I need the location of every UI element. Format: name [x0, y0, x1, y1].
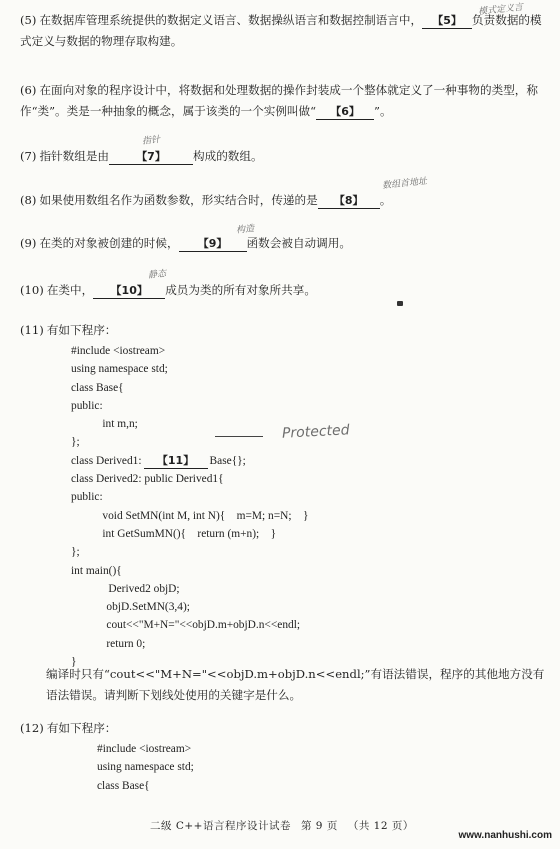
- question-text: 在类的对象被创建的时候，: [39, 236, 179, 250]
- question-text: 构成的数组。: [193, 149, 263, 163]
- code-line: return 0;: [95, 637, 146, 650]
- page-number: 第 9 页: [300, 820, 338, 832]
- answer-blank-7[interactable]: 【7】: [109, 150, 193, 165]
- handwritten-answer-9: 构造: [235, 224, 255, 236]
- code-line: class Base{: [71, 381, 124, 394]
- question-8: [20, 190, 546, 211]
- code-line: int main(){: [71, 564, 122, 577]
- code-line: #include <iostream>: [97, 743, 192, 755]
- question-number: (6): [20, 83, 37, 97]
- question-intro: 有如下程序：: [46, 323, 117, 337]
- handwritten-answer-5: 模式定义言: [477, 2, 524, 18]
- code-line-derived1: [71, 452, 308, 470]
- code-line: using namespace std;: [71, 363, 168, 376]
- question-text: ”。: [374, 104, 392, 118]
- code-block-11: [71, 342, 308, 671]
- question-number: (5): [20, 13, 37, 27]
- code-text: class Derived1:: [71, 454, 142, 467]
- page-total: （共 12 页）: [347, 820, 414, 832]
- code-line: class Derived2: public Derived1{: [71, 473, 224, 486]
- question-number: (11): [20, 323, 44, 337]
- site-watermark: www.nanhushi.com: [458, 830, 552, 841]
- code-line: objD.SetMN(3,4);: [95, 601, 190, 614]
- code-line: void SetMN(int M, int N){ m=M; n=N; }: [91, 509, 309, 522]
- code-block-12: [97, 740, 194, 795]
- code-line: cout<<"M+N="<<objD.m+objD.n<<endl;: [95, 619, 301, 632]
- answer-blank-6[interactable]: 【6】: [316, 105, 374, 120]
- code-line: };: [71, 546, 80, 559]
- question-7: [20, 146, 546, 167]
- code-line: public:: [71, 491, 103, 504]
- code-line: public:: [71, 399, 103, 412]
- code-text: Base{};: [209, 454, 246, 467]
- question-text: 在数据库管理系统提供的数据定义语言、数据操纵语言和数据控制语言中，: [39, 13, 423, 27]
- code-line: class Base{: [97, 779, 150, 792]
- page-footer: [150, 818, 424, 833]
- code-line: int GetSumMN(){ return (m+n); }: [91, 527, 277, 540]
- pen-strike: [215, 436, 263, 437]
- question-number: (8): [20, 193, 37, 207]
- question-12: [20, 718, 546, 739]
- answer-blank-11[interactable]: 【11】: [144, 454, 208, 469]
- handwritten-answer-11: Protected: [281, 422, 350, 442]
- question-6: [20, 80, 546, 122]
- code-line: using namespace std;: [97, 761, 194, 774]
- answer-blank-10[interactable]: 【10】: [93, 284, 165, 299]
- question-11: [20, 320, 546, 341]
- question-text: 。: [379, 193, 392, 207]
- answer-blank-8[interactable]: 【8】: [318, 194, 380, 209]
- question-number: (10): [20, 283, 44, 297]
- question-number: (9): [20, 236, 37, 250]
- question-11-note: 编译时只有“cout<<"M+N="<<objD.m+objD.n<<endl;”有语法错误，程序的其他地方没有语法错误。请判断下划线处使用的关键字是什么。: [46, 667, 545, 702]
- question-5: [20, 10, 546, 52]
- answer-blank-5[interactable]: 【5】: [422, 14, 472, 29]
- code-line: };: [71, 436, 80, 449]
- question-text: 在面向对象的程序设计中，将数据和处理数据的操作封装成一个整体就定义了一种事物的类型，称作“类”。类是一种抽象的概念，属于该类的一个实例叫做“: [20, 83, 538, 118]
- code-line: int m,n;: [91, 418, 138, 431]
- question-number: (12): [20, 721, 44, 735]
- question-9: [20, 233, 546, 254]
- handwritten-answer-8: 数组首地址: [381, 176, 428, 192]
- code-line: Derived2 objD;: [97, 582, 180, 595]
- exam-title: 二级 C++语言程序设计试卷: [150, 820, 291, 832]
- question-10: [20, 280, 546, 301]
- question-text: 负责数据的模式定义与数据的物理存取构建。: [20, 13, 542, 48]
- question-text: 在类中，: [46, 283, 94, 297]
- question-text: 如果使用数组名作为函数参数，形实结合时，传递的是: [39, 193, 318, 207]
- question-intro: 有如下程序：: [46, 721, 117, 735]
- question-text: 成员为类的所有对象所共享。: [165, 283, 316, 297]
- handwritten-answer-10: 静态: [147, 269, 167, 281]
- ink-mark: [397, 301, 403, 306]
- answer-blank-9[interactable]: 【9】: [179, 237, 247, 252]
- question-text: 指针数组是由: [39, 149, 110, 163]
- handwritten-answer-7: 指针: [141, 135, 161, 147]
- code-line: #include <iostream>: [71, 345, 166, 357]
- question-text: 函数会被自动调用。: [246, 236, 351, 250]
- code-line: }: [71, 656, 77, 669]
- question-number: (7): [20, 149, 37, 163]
